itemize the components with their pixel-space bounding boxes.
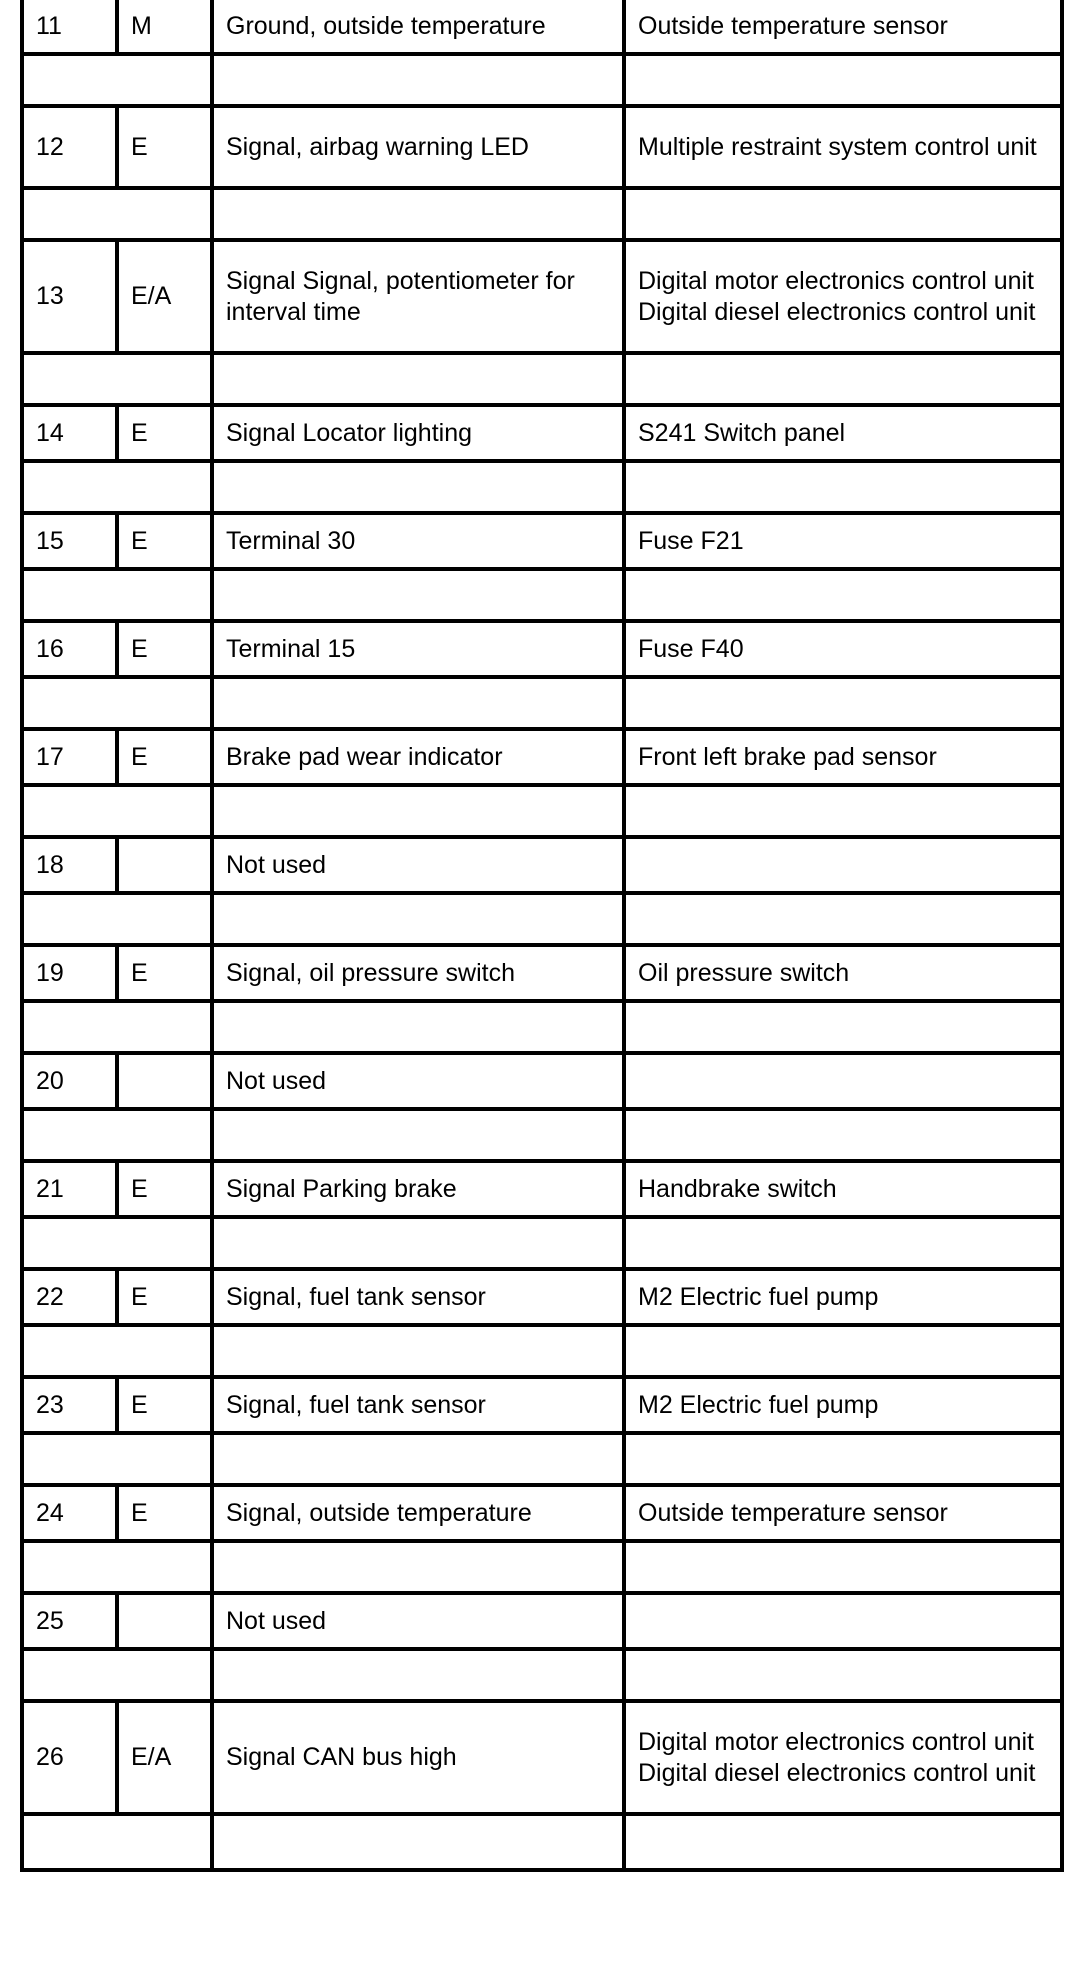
pin-assignment-sheet — [20, 0, 1060, 1944]
signal-type: E/A — [117, 240, 212, 353]
signal-type: E — [117, 945, 212, 1001]
spacer-cell — [624, 893, 1062, 945]
spacer-cell — [212, 1649, 624, 1701]
description: Brake pad wear indicator — [212, 729, 624, 785]
spacer-row — [22, 188, 1062, 240]
spacer-cell — [22, 353, 212, 405]
spacer-cell — [212, 893, 624, 945]
description: Signal, oil pressure switch — [212, 945, 624, 1001]
connection: Fuse F21 — [624, 513, 1062, 569]
spacer-cell — [22, 785, 212, 837]
table-row — [22, 945, 1062, 1001]
spacer-row — [22, 1649, 1062, 1701]
spacer-row — [22, 1433, 1062, 1485]
spacer-row — [22, 54, 1062, 106]
table-row — [22, 837, 1062, 893]
description: Signal Parking brake — [212, 1161, 624, 1217]
spacer-cell — [22, 54, 212, 106]
spacer-row — [22, 1109, 1062, 1161]
pin-number: 23 — [22, 1377, 117, 1433]
spacer-row — [22, 785, 1062, 837]
connection — [624, 1053, 1062, 1109]
description: Signal, fuel tank sensor — [212, 1377, 624, 1433]
table-row — [22, 1593, 1062, 1649]
spacer-cell — [22, 1541, 212, 1593]
connection: Digital motor electronics control unit Digital diesel electronics control unit — [624, 1701, 1062, 1814]
spacer-cell — [22, 1649, 212, 1701]
connection: Oil pressure switch — [624, 945, 1062, 1001]
signal-type — [117, 1053, 212, 1109]
spacer-cell — [624, 1649, 1062, 1701]
spacer-cell — [212, 1541, 624, 1593]
signal-type: E — [117, 729, 212, 785]
table-row — [22, 729, 1062, 785]
spacer-cell — [624, 1433, 1062, 1485]
table-row — [22, 513, 1062, 569]
pin-number: 15 — [22, 513, 117, 569]
spacer-cell — [212, 785, 624, 837]
spacer-cell — [212, 677, 624, 729]
spacer-cell — [624, 1541, 1062, 1593]
connection: Fuse F40 — [624, 621, 1062, 677]
spacer-cell — [212, 54, 624, 106]
spacer-cell — [212, 1433, 624, 1485]
spacer-row — [22, 1325, 1062, 1377]
spacer-row — [22, 353, 1062, 405]
connection: M2 Electric fuel pump — [624, 1377, 1062, 1433]
spacer-cell — [22, 188, 212, 240]
spacer-cell — [212, 1217, 624, 1269]
signal-type: E — [117, 405, 212, 461]
spacer-cell — [22, 1001, 212, 1053]
pin-number: 13 — [22, 240, 117, 353]
connection: Outside temperature sensor — [624, 1485, 1062, 1541]
spacer-cell — [624, 1109, 1062, 1161]
pin-number: 17 — [22, 729, 117, 785]
spacer-cell — [22, 677, 212, 729]
connection: Multiple restraint system control unit — [624, 106, 1062, 188]
signal-type: E — [117, 1161, 212, 1217]
spacer-cell — [624, 569, 1062, 621]
description: Signal, fuel tank sensor — [212, 1269, 624, 1325]
description: Signal, airbag warning LED — [212, 106, 624, 188]
spacer-cell — [22, 1325, 212, 1377]
spacer-row — [22, 1001, 1062, 1053]
connection — [624, 1593, 1062, 1649]
pin-number: 16 — [22, 621, 117, 677]
table-row — [22, 0, 1062, 54]
spacer-cell — [212, 188, 624, 240]
spacer-row — [22, 1217, 1062, 1269]
signal-type: E — [117, 1485, 212, 1541]
table-row — [22, 405, 1062, 461]
spacer-row — [22, 569, 1062, 621]
spacer-cell — [22, 1109, 212, 1161]
signal-type: E — [117, 1269, 212, 1325]
spacer-cell — [22, 1433, 212, 1485]
pin-number: 25 — [22, 1593, 117, 1649]
spacer-cell — [22, 1217, 212, 1269]
connection: Outside temperature sensor — [624, 0, 1062, 54]
description: Not used — [212, 1593, 624, 1649]
description: Signal Locator lighting — [212, 405, 624, 461]
spacer-cell — [212, 1814, 624, 1870]
spacer-cell — [624, 188, 1062, 240]
pin-number: 21 — [22, 1161, 117, 1217]
spacer-row — [22, 1541, 1062, 1593]
pin-number: 20 — [22, 1053, 117, 1109]
pin-number: 14 — [22, 405, 117, 461]
table-row — [22, 1161, 1062, 1217]
table-row — [22, 106, 1062, 188]
signal-type: E — [117, 106, 212, 188]
signal-type: E — [117, 1377, 212, 1433]
spacer-cell — [22, 569, 212, 621]
description: Signal CAN bus high — [212, 1701, 624, 1814]
table-row — [22, 1485, 1062, 1541]
spacer-row — [22, 677, 1062, 729]
connection — [624, 837, 1062, 893]
spacer-cell — [624, 353, 1062, 405]
description: Terminal 15 — [212, 621, 624, 677]
spacer-cell — [624, 1325, 1062, 1377]
spacer-cell — [22, 461, 212, 513]
pin-number: 19 — [22, 945, 117, 1001]
spacer-row — [22, 1814, 1062, 1870]
table-row — [22, 1701, 1062, 1814]
connection: Digital motor electronics control unit Digital diesel electronics control unit — [624, 240, 1062, 353]
description: Ground, outside temperature — [212, 0, 624, 54]
description: Terminal 30 — [212, 513, 624, 569]
signal-type: E — [117, 621, 212, 677]
pin-number: 11 — [22, 0, 117, 54]
spacer-cell — [22, 1814, 212, 1870]
signal-type: M — [117, 0, 212, 54]
signal-type: E/A — [117, 1701, 212, 1814]
spacer-cell — [212, 1325, 624, 1377]
table-row — [22, 1053, 1062, 1109]
description: Not used — [212, 1053, 624, 1109]
spacer-cell — [624, 1001, 1062, 1053]
spacer-row — [22, 461, 1062, 513]
table-row — [22, 240, 1062, 353]
spacer-cell — [624, 1814, 1062, 1870]
description: Signal, outside temperature — [212, 1485, 624, 1541]
spacer-cell — [624, 461, 1062, 513]
spacer-cell — [212, 1109, 624, 1161]
description: Not used — [212, 837, 624, 893]
spacer-cell — [212, 569, 624, 621]
signal-type: E — [117, 513, 212, 569]
spacer-row — [22, 893, 1062, 945]
spacer-cell — [624, 1217, 1062, 1269]
pin-number: 22 — [22, 1269, 117, 1325]
pin-number: 24 — [22, 1485, 117, 1541]
spacer-cell — [624, 785, 1062, 837]
table-row — [22, 1269, 1062, 1325]
pin-assignment-table — [20, 0, 1064, 1872]
table-row — [22, 1377, 1062, 1433]
description: Signal Signal, potentiometer for interval time — [212, 240, 624, 353]
connection: S241 Switch panel — [624, 405, 1062, 461]
pin-number: 26 — [22, 1701, 117, 1814]
spacer-cell — [212, 353, 624, 405]
spacer-cell — [624, 54, 1062, 106]
connection: Handbrake switch — [624, 1161, 1062, 1217]
signal-type — [117, 1593, 212, 1649]
spacer-cell — [22, 893, 212, 945]
spacer-cell — [624, 677, 1062, 729]
signal-type — [117, 837, 212, 893]
spacer-cell — [212, 1001, 624, 1053]
pin-number: 12 — [22, 106, 117, 188]
connection: M2 Electric fuel pump — [624, 1269, 1062, 1325]
spacer-cell — [212, 461, 624, 513]
connection: Front left brake pad sensor — [624, 729, 1062, 785]
table-row — [22, 621, 1062, 677]
pin-number: 18 — [22, 837, 117, 893]
